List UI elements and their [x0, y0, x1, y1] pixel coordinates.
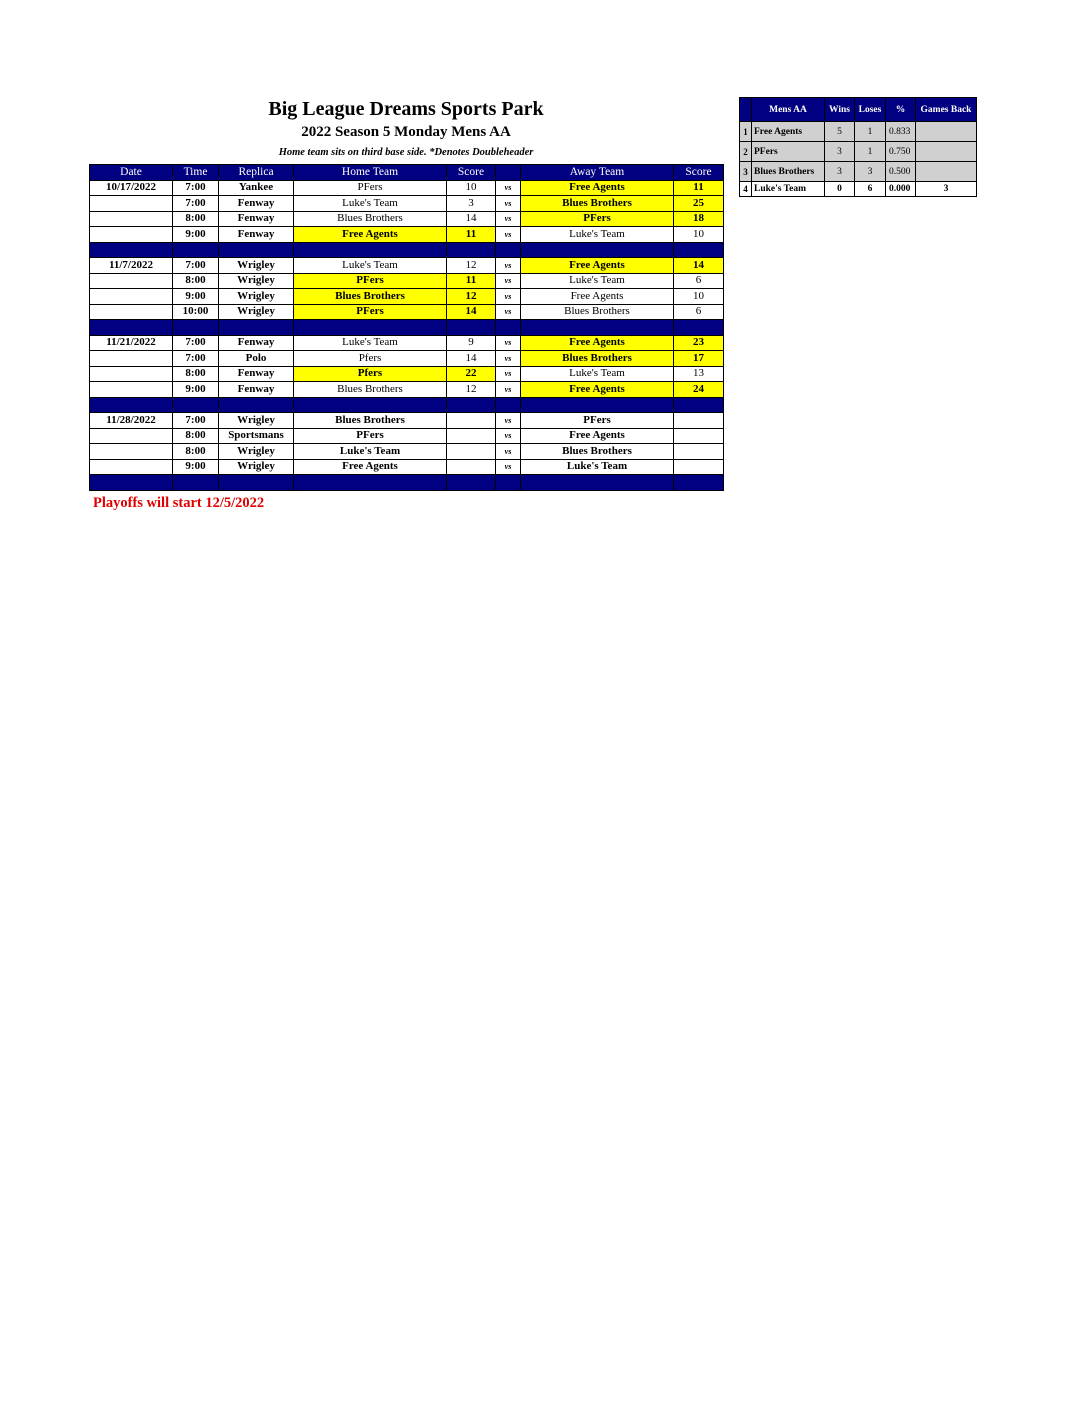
separator-cell — [90, 397, 173, 413]
vs-label: vs — [496, 196, 521, 212]
home-score: 10 — [447, 180, 496, 196]
standings-games-back — [916, 142, 977, 162]
home-team: Blues Brothers — [294, 289, 447, 305]
schedule-table — [89, 164, 724, 491]
separator-cell — [674, 320, 724, 336]
home-team: Pfers — [294, 366, 447, 382]
home-team: Luke's Team — [294, 335, 447, 351]
standings-loses: 1 — [855, 122, 886, 142]
col-header-home-team: Home Team — [294, 165, 447, 181]
standings-loses: 1 — [855, 142, 886, 162]
game-replica: Fenway — [219, 382, 294, 398]
away-score: 24 — [674, 382, 724, 398]
home-score — [447, 413, 496, 429]
game-replica: Wrigley — [219, 459, 294, 475]
game-time: 9:00 — [173, 459, 219, 475]
standings-wins: 3 — [825, 142, 855, 162]
game-row — [90, 304, 724, 320]
game-date — [90, 211, 173, 227]
separator-cell — [173, 397, 219, 413]
game-date — [90, 444, 173, 460]
game-row — [90, 180, 724, 196]
home-team: PFers — [294, 273, 447, 289]
standings-team: Blues Brothers — [752, 162, 825, 182]
standings-row — [740, 162, 977, 182]
home-score — [447, 428, 496, 444]
away-team: Free Agents — [521, 180, 674, 196]
standings-header-games-back: Games Back — [916, 98, 977, 122]
away-team: PFers — [521, 413, 674, 429]
separator-cell — [90, 242, 173, 258]
away-team: Luke's Team — [521, 227, 674, 243]
game-row — [90, 289, 724, 305]
week-separator-row — [90, 397, 724, 413]
game-replica: Fenway — [219, 196, 294, 212]
standings-rank: 3 — [740, 162, 752, 182]
game-date — [90, 428, 173, 444]
game-row — [90, 227, 724, 243]
standings-wins: 0 — [825, 182, 855, 197]
game-replica: Sportsmans — [219, 428, 294, 444]
away-team: Luke's Team — [521, 459, 674, 475]
standings-wins: 5 — [825, 122, 855, 142]
separator-cell — [521, 242, 674, 258]
game-row — [90, 413, 724, 429]
vs-label: vs — [496, 304, 521, 320]
vs-label: vs — [496, 459, 521, 475]
vs-label: vs — [496, 335, 521, 351]
game-time: 7:00 — [173, 196, 219, 212]
separator-cell — [90, 475, 173, 491]
standings-row — [740, 122, 977, 142]
game-date — [90, 351, 173, 367]
separator-cell — [219, 475, 294, 491]
home-score: 12 — [447, 382, 496, 398]
week-separator-row — [90, 320, 724, 336]
game-replica: Wrigley — [219, 304, 294, 320]
separator-cell — [496, 397, 521, 413]
col-header-date: Date — [90, 165, 173, 181]
season-subtitle: 2022 Season 5 Monday Mens AA — [301, 124, 511, 140]
away-team: Free Agents — [521, 335, 674, 351]
home-score: 3 — [447, 196, 496, 212]
separator-cell — [173, 475, 219, 491]
home-team: Free Agents — [294, 459, 447, 475]
away-score — [674, 413, 724, 429]
standings-header-rank — [740, 98, 752, 122]
vs-label: vs — [496, 382, 521, 398]
home-score: 14 — [447, 304, 496, 320]
game-date: 11/28/2022 — [90, 413, 173, 429]
vs-label: vs — [496, 444, 521, 460]
home-score: 22 — [447, 366, 496, 382]
col-header-away-team: Away Team — [521, 165, 674, 181]
away-team: Free Agents — [521, 382, 674, 398]
game-row — [90, 459, 724, 475]
standings-row — [740, 182, 977, 197]
home-score — [447, 444, 496, 460]
separator-cell — [219, 242, 294, 258]
home-team: Luke's Team — [294, 258, 447, 274]
game-row — [90, 258, 724, 274]
game-row — [90, 196, 724, 212]
game-row — [90, 366, 724, 382]
separator-cell — [219, 397, 294, 413]
game-time: 7:00 — [173, 351, 219, 367]
separator-cell — [219, 320, 294, 336]
away-team: Free Agents — [521, 258, 674, 274]
vs-label: vs — [496, 273, 521, 289]
away-score: 18 — [674, 211, 724, 227]
col-header-replica: Replica — [219, 165, 294, 181]
standings-loses: 3 — [855, 162, 886, 182]
game-replica: Fenway — [219, 227, 294, 243]
separator-cell — [447, 397, 496, 413]
schedule-header-row — [90, 165, 724, 181]
game-replica: Wrigley — [219, 258, 294, 274]
schedule-body — [90, 180, 724, 490]
vs-label: vs — [496, 258, 521, 274]
game-date: 10/17/2022 — [90, 180, 173, 196]
game-date — [90, 382, 173, 398]
standings-rank: 2 — [740, 142, 752, 162]
home-score: 11 — [447, 227, 496, 243]
standings-row — [740, 142, 977, 162]
away-score: 14 — [674, 258, 724, 274]
game-date: 11/7/2022 — [90, 258, 173, 274]
vs-label: vs — [496, 211, 521, 227]
separator-cell — [447, 320, 496, 336]
standings-wins: 3 — [825, 162, 855, 182]
page-title: Big League Dreams Sports Park — [268, 98, 544, 120]
vs-label: vs — [496, 289, 521, 305]
game-time: 8:00 — [173, 211, 219, 227]
game-time: 7:00 — [173, 335, 219, 351]
game-time: 8:00 — [173, 366, 219, 382]
away-score: 10 — [674, 227, 724, 243]
standings-pct: 0.833 — [886, 122, 916, 142]
game-time: 7:00 — [173, 413, 219, 429]
separator-cell — [674, 475, 724, 491]
home-score: 12 — [447, 258, 496, 274]
col-header-away-score: Score — [674, 165, 724, 181]
away-score — [674, 428, 724, 444]
game-time: 8:00 — [173, 444, 219, 460]
game-date — [90, 366, 173, 382]
separator-cell — [521, 320, 674, 336]
separator-cell — [674, 397, 724, 413]
game-date — [90, 289, 173, 305]
home-team: Luke's Team — [294, 444, 447, 460]
home-team: Free Agents — [294, 227, 447, 243]
game-row — [90, 444, 724, 460]
game-time: 7:00 — [173, 180, 219, 196]
game-replica: Fenway — [219, 335, 294, 351]
away-team: Blues Brothers — [521, 444, 674, 460]
separator-cell — [173, 242, 219, 258]
home-team: Blues Brothers — [294, 211, 447, 227]
standings-header-division: Mens AA — [752, 98, 825, 122]
away-score — [674, 444, 724, 460]
standings-loses: 6 — [855, 182, 886, 197]
home-score: 11 — [447, 273, 496, 289]
vs-label: vs — [496, 413, 521, 429]
game-replica: Fenway — [219, 211, 294, 227]
game-replica: Yankee — [219, 180, 294, 196]
standings-rank: 4 — [740, 182, 752, 197]
game-row — [90, 428, 724, 444]
standings-header-pct: % — [886, 98, 916, 122]
game-date — [90, 273, 173, 289]
game-row — [90, 211, 724, 227]
game-time: 9:00 — [173, 227, 219, 243]
game-date — [90, 227, 173, 243]
standings-pct: 0.000 — [886, 182, 916, 197]
game-row — [90, 351, 724, 367]
away-score: 10 — [674, 289, 724, 305]
standings-body — [740, 122, 977, 197]
separator-cell — [496, 242, 521, 258]
standings-team: PFers — [752, 142, 825, 162]
standings-team: Luke's Team — [752, 182, 825, 197]
col-header-time: Time — [173, 165, 219, 181]
game-time: 7:00 — [173, 258, 219, 274]
game-date — [90, 459, 173, 475]
standings-header-row — [740, 98, 977, 122]
home-score: 9 — [447, 335, 496, 351]
home-score — [447, 459, 496, 475]
home-team: Luke's Team — [294, 196, 447, 212]
home-team: Blues Brothers — [294, 382, 447, 398]
playoffs-notice: Playoffs will start 12/5/2022 — [93, 495, 265, 511]
vs-label: vs — [496, 428, 521, 444]
game-time: 9:00 — [173, 289, 219, 305]
away-team: Blues Brothers — [521, 351, 674, 367]
game-time: 9:00 — [173, 382, 219, 398]
standings-table — [739, 97, 977, 197]
week-separator-row — [90, 242, 724, 258]
game-time: 10:00 — [173, 304, 219, 320]
game-replica: Wrigley — [219, 444, 294, 460]
week-separator-row — [90, 475, 724, 491]
game-replica: Wrigley — [219, 273, 294, 289]
separator-cell — [521, 397, 674, 413]
standings-games-back — [916, 162, 977, 182]
away-team: Free Agents — [521, 289, 674, 305]
home-team: PFers — [294, 428, 447, 444]
away-score: 25 — [674, 196, 724, 212]
separator-cell — [294, 397, 447, 413]
game-replica: Polo — [219, 351, 294, 367]
game-time: 8:00 — [173, 273, 219, 289]
separator-cell — [294, 242, 447, 258]
standings-games-back — [916, 122, 977, 142]
home-score: 14 — [447, 351, 496, 367]
game-date — [90, 304, 173, 320]
separator-cell — [496, 320, 521, 336]
home-team-note: Home team sits on third base side. *Denotes Doubleheader — [278, 147, 534, 158]
away-score — [674, 459, 724, 475]
away-score: 17 — [674, 351, 724, 367]
col-header-home-score: Score — [447, 165, 496, 181]
home-team: PFers — [294, 180, 447, 196]
game-row — [90, 382, 724, 398]
game-row — [90, 335, 724, 351]
standings-games-back: 3 — [916, 182, 977, 197]
away-team: PFers — [521, 211, 674, 227]
away-score: 6 — [674, 304, 724, 320]
separator-cell — [447, 242, 496, 258]
away-team: Luke's Team — [521, 273, 674, 289]
away-team: Blues Brothers — [521, 304, 674, 320]
separator-cell — [294, 475, 447, 491]
game-replica: Wrigley — [219, 289, 294, 305]
game-row — [90, 273, 724, 289]
home-team: PFers — [294, 304, 447, 320]
away-score: 6 — [674, 273, 724, 289]
away-team: Blues Brothers — [521, 196, 674, 212]
game-replica: Wrigley — [219, 413, 294, 429]
separator-cell — [674, 242, 724, 258]
standings-pct: 0.750 — [886, 142, 916, 162]
standings-header-loses: Loses — [855, 98, 886, 122]
standings-rank: 1 — [740, 122, 752, 142]
game-date — [90, 196, 173, 212]
game-replica: Fenway — [219, 366, 294, 382]
game-date: 11/21/2022 — [90, 335, 173, 351]
away-score: 13 — [674, 366, 724, 382]
home-team: Blues Brothers — [294, 413, 447, 429]
home-score: 12 — [447, 289, 496, 305]
vs-label: vs — [496, 180, 521, 196]
away-team: Free Agents — [521, 428, 674, 444]
standings-pct: 0.500 — [886, 162, 916, 182]
separator-cell — [521, 475, 674, 491]
col-header-vs — [496, 165, 521, 181]
separator-cell — [90, 320, 173, 336]
vs-label: vs — [496, 351, 521, 367]
separator-cell — [294, 320, 447, 336]
away-team: Luke's Team — [521, 366, 674, 382]
home-score: 14 — [447, 211, 496, 227]
separator-cell — [496, 475, 521, 491]
standings-header-wins: Wins — [825, 98, 855, 122]
standings-team: Free Agents — [752, 122, 825, 142]
separator-cell — [173, 320, 219, 336]
home-team: Pfers — [294, 351, 447, 367]
separator-cell — [447, 475, 496, 491]
vs-label: vs — [496, 227, 521, 243]
away-score: 23 — [674, 335, 724, 351]
vs-label: vs — [496, 366, 521, 382]
game-time: 8:00 — [173, 428, 219, 444]
away-score: 11 — [674, 180, 724, 196]
